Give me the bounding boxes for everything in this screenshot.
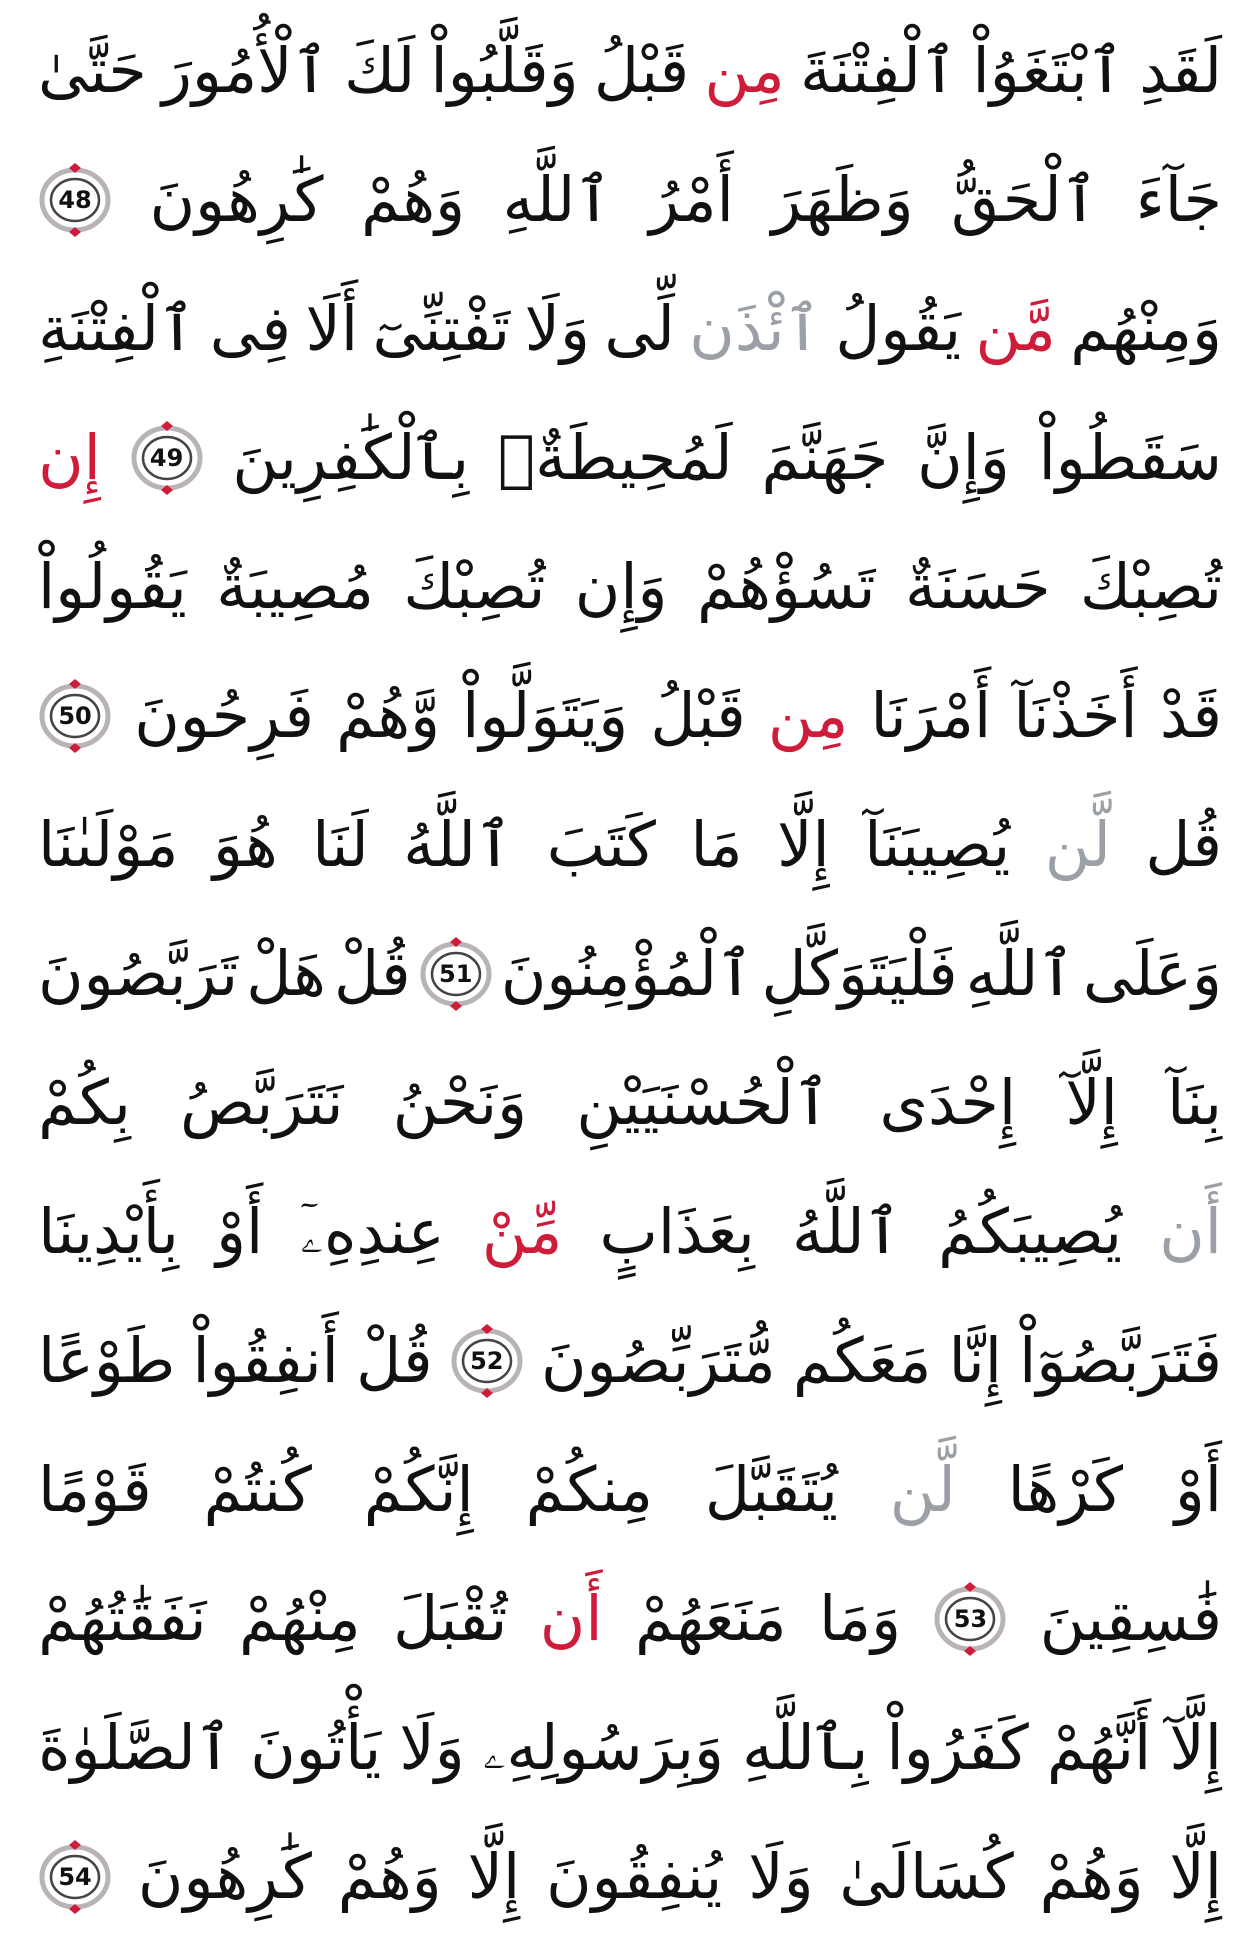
quran-word: كَٰرِهُونَ xyxy=(149,163,324,236)
quran-word: لَكَ xyxy=(344,34,416,107)
quran-line xyxy=(38,1560,1222,1678)
verse-number: 49 xyxy=(149,444,184,472)
quran-word: إِلَّآ xyxy=(1065,1066,1118,1139)
verse-number: 48 xyxy=(58,186,92,214)
quran-word: ٱئْذَن xyxy=(689,292,821,365)
quran-word: إِنَّا xyxy=(948,1324,1002,1397)
quran-line xyxy=(38,270,1222,388)
quran-word: هُوَ xyxy=(212,808,278,881)
quran-word: مِن xyxy=(767,679,849,752)
verse-number-marker xyxy=(38,163,112,237)
quran-word: بِعَذَابٍ xyxy=(599,1195,755,1268)
quran-line xyxy=(38,528,1222,646)
quran-word: وَلَا xyxy=(524,292,590,365)
quran-word: وَقَلَّبُواْ xyxy=(430,34,579,107)
quran-word: وَيَتَوَلَّواْ xyxy=(462,679,629,752)
quran-word: تُصِبْكَ xyxy=(403,550,546,623)
verse-number: 54 xyxy=(58,1863,92,1891)
quran-word: مَّن xyxy=(975,292,1056,365)
quran-word: قَدْ xyxy=(1159,679,1222,752)
quran-word: يَأْتُونَ xyxy=(250,1711,382,1784)
quran-word: لَّن xyxy=(1044,808,1111,881)
quran-word: تَرَبَّصُونَ xyxy=(38,937,239,1010)
quran-word: تُقْبَلَ xyxy=(393,1582,508,1655)
quran-word: قُل xyxy=(1145,808,1222,881)
verse-number-marker xyxy=(933,1582,1007,1656)
quran-word: لَنَا xyxy=(312,808,369,881)
quran-word: مِنكُمْ xyxy=(525,1453,653,1526)
quran-word: وَلَا xyxy=(748,1840,814,1913)
quran-word: مِنْهُمْ xyxy=(238,1582,361,1655)
quran-word: فَلْيَتَوَكَّلِ xyxy=(761,937,958,1010)
quran-word: لِّى xyxy=(604,292,675,365)
quran-word: ٱللَّهُ xyxy=(791,1195,901,1268)
quran-word: إِنَّكُمْ xyxy=(363,1453,474,1526)
quran-word: فَٰسِقِينَ xyxy=(1039,1582,1222,1655)
quran-word: أَمْرَنَا xyxy=(870,679,992,752)
quran-word: أَنفِقُواْ xyxy=(192,1324,339,1397)
quran-word: فَتَرَبَّصُوٓاْ xyxy=(1019,1324,1222,1397)
quran-word: وَعَلَى xyxy=(1082,937,1222,1010)
quran-word: مَا xyxy=(690,808,743,881)
quran-word: لَّن xyxy=(889,1453,956,1526)
quran-word: أَخَذْنَآ xyxy=(1013,679,1138,752)
quran-word: تَفْتِنِّىٓ xyxy=(372,292,511,365)
quran-word: بِكُمْ xyxy=(38,1066,131,1139)
quran-word: أَنَّهُمْ xyxy=(1046,1711,1152,1784)
quran-word: وَإِنَّ xyxy=(917,421,1010,494)
quran-word: ٱلْمُؤْمِنُونَ xyxy=(500,937,754,1010)
quran-word: ٱللَّهِ xyxy=(965,937,1075,1010)
quran-word: سَقَطُواْ xyxy=(1038,421,1222,494)
quran-line xyxy=(38,1818,1222,1936)
quran-word: إِلَّا xyxy=(1169,1840,1222,1913)
verse-number: 53 xyxy=(953,1605,988,1633)
quran-word: فَرِحُونَ xyxy=(134,679,314,752)
quran-word: إِحْدَى xyxy=(879,1066,1017,1139)
verse-number: 51 xyxy=(439,960,473,988)
quran-word: تَسُؤْهُمْ xyxy=(696,550,876,623)
quran-word: يُصِيبَكُمُ xyxy=(938,1195,1123,1268)
quran-word: نَتَرَبَّصُ xyxy=(180,1066,344,1139)
quran-word: قُلْ xyxy=(356,1324,433,1397)
quran-word: مُصِيبَةٌ xyxy=(216,550,374,623)
quran-word: بِأَيْدِينَا xyxy=(38,1195,179,1268)
quran-word: هَلْ xyxy=(246,937,326,1010)
quran-word: وَهُمْ xyxy=(337,1840,442,1913)
quran-word: قَوْمًا xyxy=(38,1453,152,1526)
quran-word: كُنتُمْ xyxy=(203,1453,312,1526)
quran-line xyxy=(38,1689,1222,1807)
quran-word: تُصِبْكَ xyxy=(1080,550,1222,623)
quran-line xyxy=(38,1302,1222,1420)
quran-word: جَهَنَّمَ xyxy=(761,421,889,494)
quran-word: مَعَكُم xyxy=(792,1324,932,1397)
quran-word: كَرْهًا xyxy=(1007,1453,1123,1526)
quran-word: ٱلْفِتْنَةَ xyxy=(800,34,958,107)
quran-word: إِلَّا xyxy=(777,808,830,881)
quran-word: مِّنْ xyxy=(481,1195,563,1268)
quran-word: كُسَالَىٰ xyxy=(839,1840,1014,1913)
quran-word: وَمِنْهُم xyxy=(1070,292,1222,365)
quran-line xyxy=(38,141,1222,259)
quran-word: أَن xyxy=(539,1582,603,1655)
quran-word: بِنَآ xyxy=(1167,1066,1222,1139)
quran-word: لَقَدِ xyxy=(1139,34,1222,107)
quran-line xyxy=(38,657,1222,775)
quran-word: أَوْ xyxy=(216,1195,264,1268)
quran-word: قَبْلُ xyxy=(650,679,746,752)
quran-word: جَآءَ xyxy=(1135,163,1222,236)
quran-word: إِلَّا xyxy=(467,1840,521,1913)
quran-word: يَقُولُواْ xyxy=(38,550,187,623)
quran-word: وَنَحْنُ xyxy=(392,1066,528,1139)
quran-word: بِٱلْكَٰفِرِينَ xyxy=(232,421,470,494)
quran-word: إِلَّآ xyxy=(1169,1711,1222,1784)
quran-word: وَهُمْ xyxy=(1039,1840,1144,1913)
verse-number-marker xyxy=(38,1840,112,1914)
quran-word: مَنَعَهُمْ xyxy=(634,1582,787,1655)
quran-word: وَمَا xyxy=(818,1582,902,1655)
verse-number-marker xyxy=(38,679,112,753)
quran-word: ٱلْأُمُورَ xyxy=(162,34,329,107)
quran-word: كَتَبَ xyxy=(546,808,656,881)
quran-word: وَّهُمْ xyxy=(336,679,441,752)
verse-number-marker xyxy=(450,1324,524,1398)
quran-word: أَمْرُ xyxy=(649,163,734,236)
quran-word: ٱلْفِتْنَةِ xyxy=(38,292,196,365)
quran-word: وَبِرَسُولِهِۦ xyxy=(482,1711,724,1784)
quran-word: مِن xyxy=(704,34,785,107)
quran-line xyxy=(38,1431,1222,1549)
quran-word: ٱلصَّلَوٰةَ xyxy=(38,1711,233,1784)
quran-line xyxy=(38,399,1222,517)
quran-word: وَظَهَرَ xyxy=(771,163,914,236)
quran-word: لَمُحِيطَةٌۢ xyxy=(497,421,733,494)
quran-word: كَٰرِهُونَ xyxy=(137,1840,312,1913)
quran-word: فِى xyxy=(209,292,292,365)
quran-line xyxy=(38,1044,1222,1162)
verse-number: 52 xyxy=(470,1347,504,1375)
quran-word: ٱبْتَغَوُاْ xyxy=(972,34,1124,107)
quran-word: إِن xyxy=(38,421,101,494)
quran-word: قُلْ xyxy=(333,937,411,1010)
verse-number-marker xyxy=(130,421,204,495)
quran-word: مُّتَرَبِّصُونَ xyxy=(540,1324,776,1397)
quran-word: وَإِن xyxy=(574,550,668,623)
quran-word: وَلَا xyxy=(399,1711,465,1784)
quran-word: ٱللَّهِ xyxy=(502,163,612,236)
quran-word: يُتَقَبَّلَ xyxy=(704,1453,838,1526)
quran-word: أَن xyxy=(1159,1195,1222,1268)
quran-word: ٱلْحَقُّ xyxy=(951,163,1099,236)
quran-word: يُنفِقُونَ xyxy=(546,1840,723,1913)
quran-word: نَفَقَٰتُهُمْ xyxy=(38,1582,207,1655)
quran-word: عِندِهِۦٓ xyxy=(300,1195,445,1268)
quran-line xyxy=(38,1173,1222,1291)
quran-word: حَتَّىٰ xyxy=(38,34,147,107)
quran-line xyxy=(38,786,1222,904)
quran-line xyxy=(38,915,1222,1033)
quran-word: قَبْلُ xyxy=(593,34,690,107)
quran-word: طَوْعًا xyxy=(38,1324,176,1397)
quran-word: وَهُمْ xyxy=(361,163,466,236)
quran-word: مَوْلَىٰنَا xyxy=(38,808,179,881)
quran-word: ٱللَّهُ xyxy=(403,808,513,881)
quran-line xyxy=(38,12,1222,130)
quran-word: بِٱللَّهِ xyxy=(742,1711,869,1784)
quran-word: يَقُولُ xyxy=(835,292,962,365)
quran-word: أَلَا xyxy=(305,292,359,365)
verse-number: 50 xyxy=(58,702,92,730)
quran-word: ٱلْحُسْنَيَيْنِ xyxy=(576,1066,831,1139)
quran-word: يُصِيبَنَآ xyxy=(864,808,1011,881)
quran-word: كَفَرُواْ xyxy=(886,1711,1029,1784)
quran-word: أَوْ xyxy=(1174,1453,1222,1526)
quran-word: حَسَنَةٌ xyxy=(904,550,1051,623)
verse-number-marker xyxy=(419,937,493,1011)
